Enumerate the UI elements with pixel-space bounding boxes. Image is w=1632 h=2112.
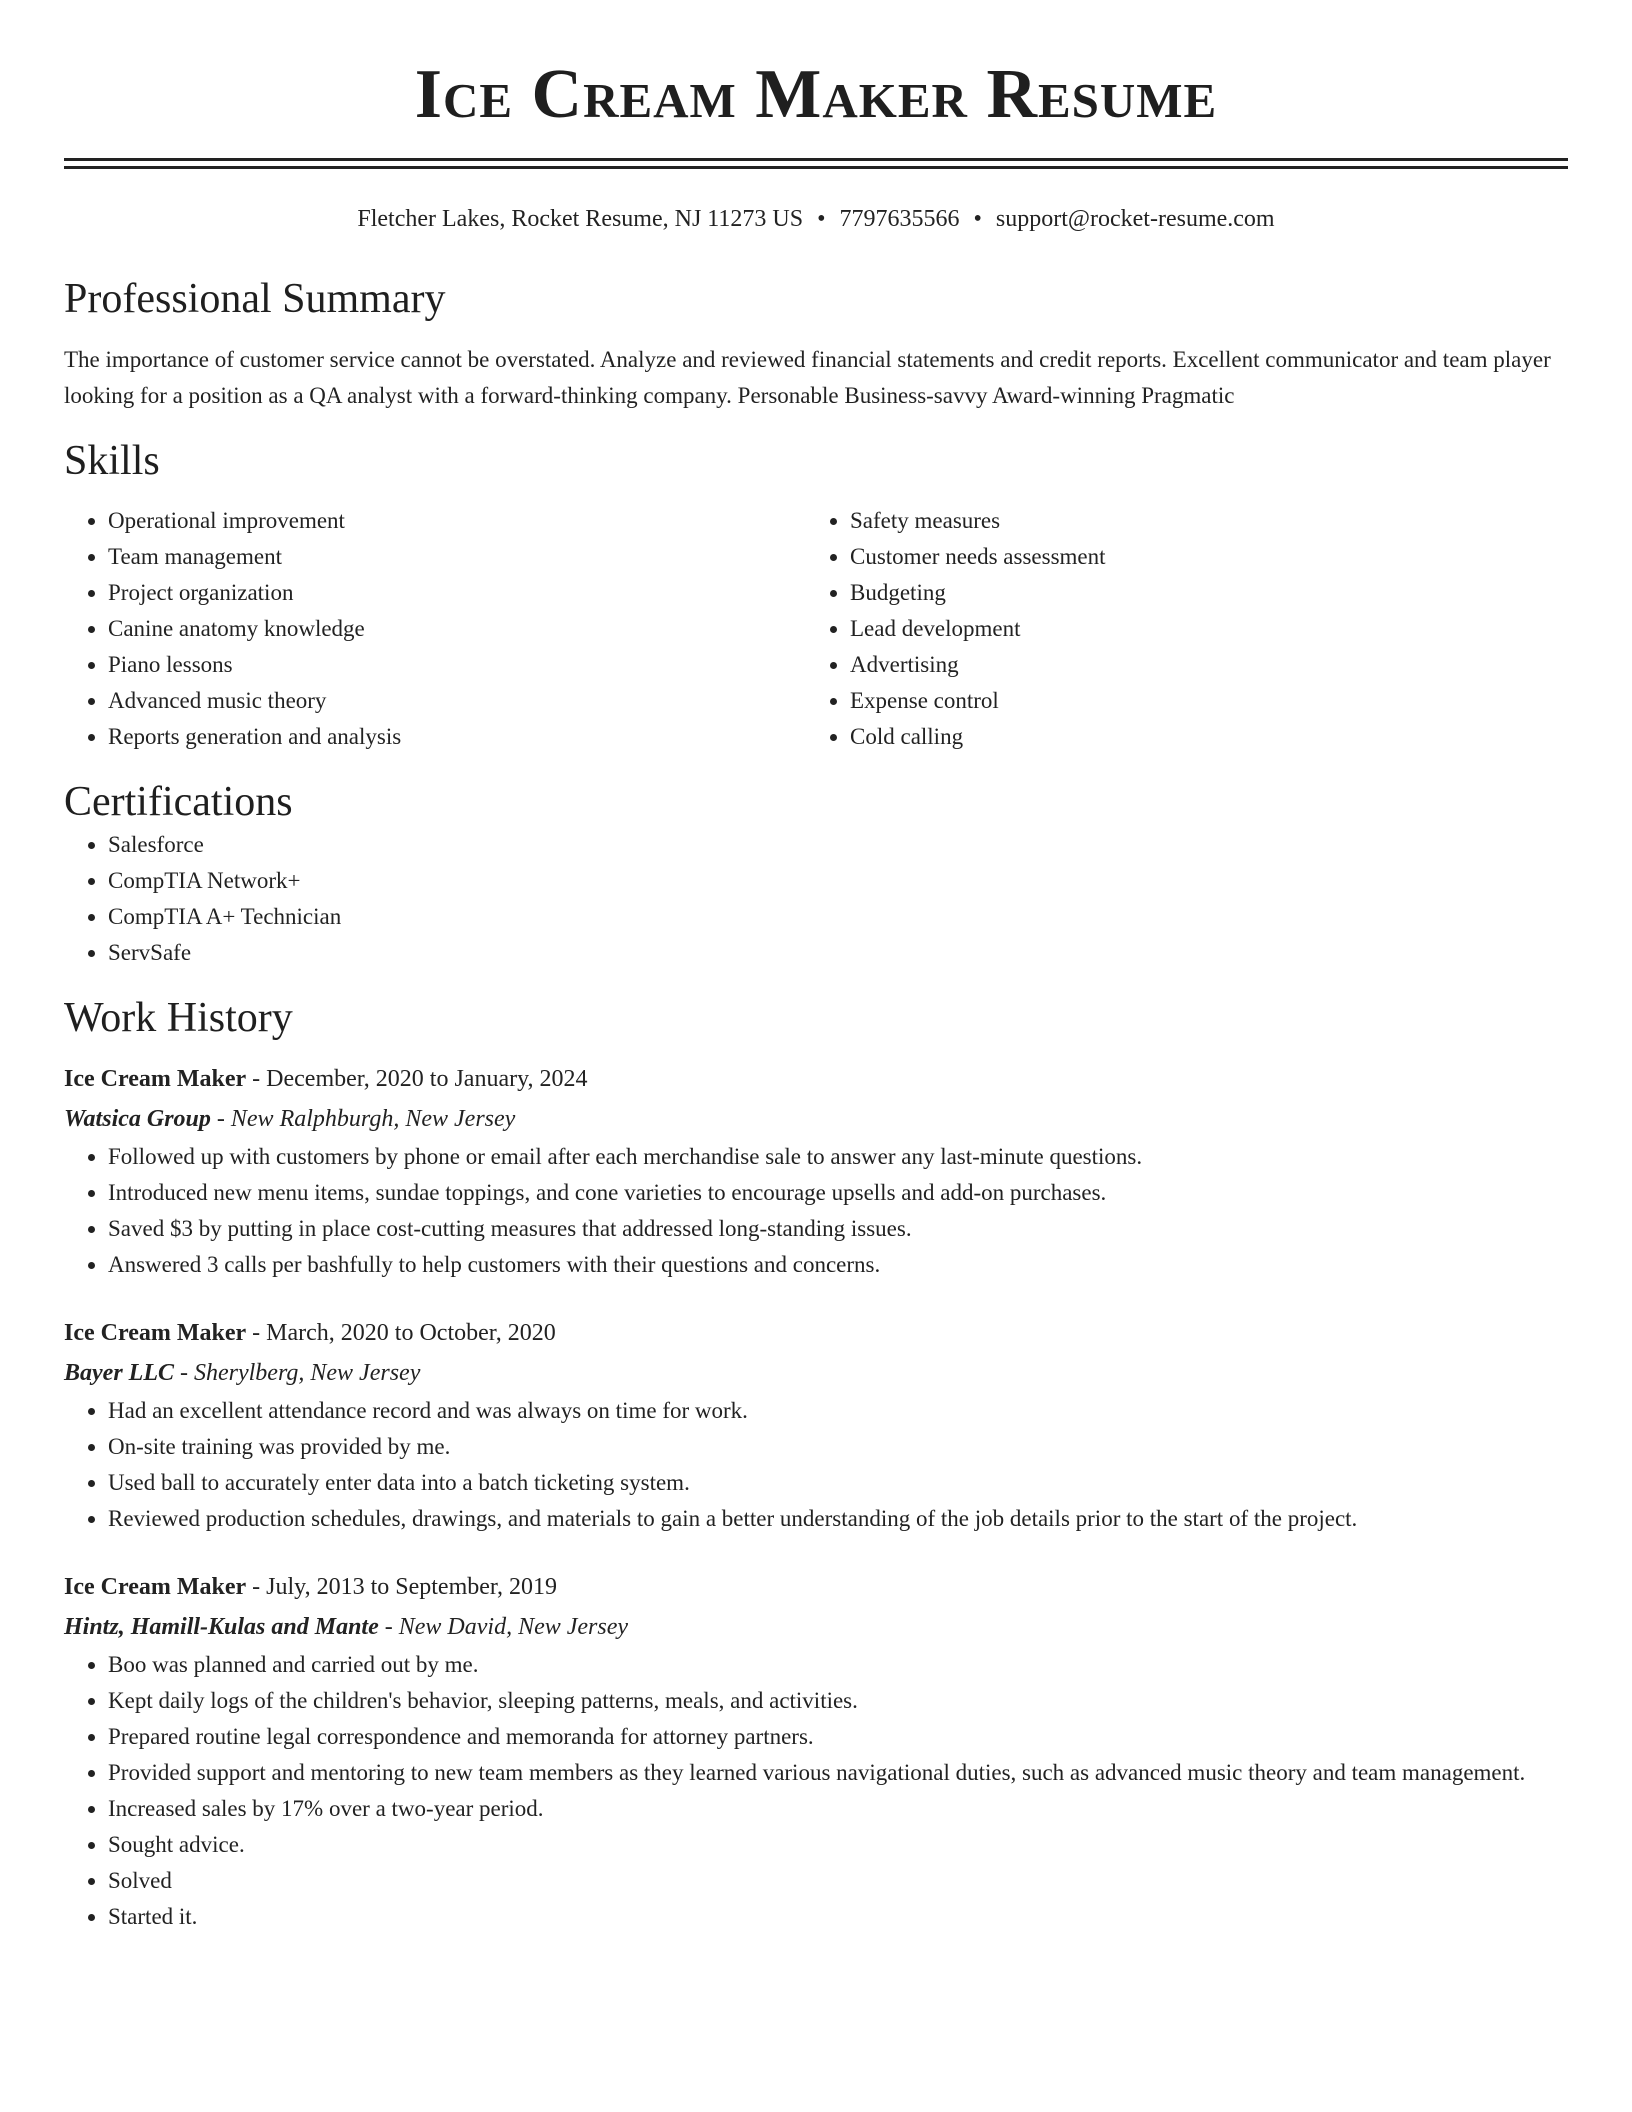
job-bullets <box>64 1139 1568 1283</box>
job-bullet: • Reviewed production schedules, drawings, and materials to gain a better understanding of the job details prior to the start of the project. <box>108 1501 1568 1537</box>
work-history-heading: Work History <box>64 994 293 1041</box>
job-employer <box>64 1099 1568 1139</box>
certification-item: • CompTIA Network+ <box>108 863 1568 899</box>
job-location: - New Ralphburgh, New Jersey <box>210 1106 516 1133</box>
contact-line <box>64 205 1568 234</box>
job-bullet: • Boo was planned and carried out by me. <box>108 1647 1568 1683</box>
job-bullet: • Followed up with customers by phone or email after each merchandise sale to answer any last-minute questions. <box>108 1139 1568 1175</box>
job-dates: - July, 2013 to September, 2019 <box>246 1574 557 1601</box>
job-role: Ice Cream Maker <box>64 1320 247 1347</box>
job-bullet: • Started it. <box>108 1899 1568 1935</box>
job-location: - Sherylberg, New Jersey <box>173 1360 421 1387</box>
skill-item: • Safety measures <box>850 503 1548 539</box>
certifications-list <box>64 827 1568 971</box>
skills-list-left <box>64 503 806 755</box>
job-employer <box>64 1353 1568 1393</box>
skill-item: • Team management <box>108 539 806 575</box>
skill-item: • Reports generation and analysis <box>108 719 806 755</box>
skill-item: • Lead development <box>850 611 1548 647</box>
job-bullet: • Sought advice. <box>108 1827 1568 1863</box>
job-entry <box>64 1313 1568 1537</box>
job-bullet: • Increased sales by 17% over a two-year period. <box>108 1791 1568 1827</box>
job-role: Ice Cream Maker <box>64 1066 247 1093</box>
skill-item: • Operational improvement <box>108 503 806 539</box>
skill-item: • Canine anatomy knowledge <box>108 611 806 647</box>
certification-item: • CompTIA A+ Technician <box>108 899 1568 935</box>
certification-item: • ServSafe <box>108 935 1568 971</box>
job-dates: - March, 2020 to October, 2020 <box>246 1320 556 1347</box>
job-header <box>64 1059 1568 1099</box>
job-bullet: • Answered 3 calls per bashfully to help customers with their questions and concerns. <box>108 1247 1568 1283</box>
job-bullet: • Saved $3 by putting in place cost-cutting measures that addressed long-standing issues. <box>108 1211 1568 1247</box>
summary-heading: Professional Summary <box>64 275 446 322</box>
job-bullet: • Provided support and mentoring to new team members as they learned various navigational duties, such as advanced music theory and team management. <box>108 1755 1568 1791</box>
skill-item: • Budgeting <box>850 575 1548 611</box>
skill-item: • Customer needs assessment <box>850 539 1548 575</box>
job-dates: - December, 2020 to January, 2024 <box>246 1066 588 1093</box>
job-header <box>64 1567 1568 1607</box>
summary-text: The importance of customer service cannot be overstated. Analyze and reviewed financial statements and credit reports. Excellent communicator and team player looking for a position as a QA analyst with a forward-thinking company. Personable Business-savvy Award-winning Pragmatic <box>64 347 1551 409</box>
skills-list-right <box>806 503 1548 755</box>
job-bullet: • Solved <box>108 1863 1568 1899</box>
skills-column-right <box>806 503 1548 755</box>
job-bullets <box>64 1647 1568 1935</box>
title-double-rule <box>64 158 1568 169</box>
skill-item: • Expense control <box>850 683 1548 719</box>
skills-grid <box>64 503 1568 755</box>
skill-item: • Cold calling <box>850 719 1548 755</box>
contact-separator: • <box>817 206 826 232</box>
skill-item: • Piano lessons <box>108 647 806 683</box>
skill-item: • Advertising <box>850 647 1548 683</box>
job-bullet: • Introduced new menu items, sundae toppings, and cone varieties to encourage upsells and add-on purchases. <box>108 1175 1568 1211</box>
contact-address: Fletcher Lakes, Rocket Resume, NJ 11273 US <box>357 206 804 232</box>
job-bullet: • Had an excellent attendance record and was always on time for work. <box>108 1393 1568 1429</box>
job-bullets <box>64 1393 1568 1537</box>
job-bullet: • Used ball to accurately enter data into a batch ticketing system. <box>108 1465 1568 1501</box>
job-employer <box>64 1607 1568 1647</box>
skill-item: • Project organization <box>108 575 806 611</box>
job-company: Hintz, Hamill-Kulas and Mante <box>64 1614 379 1641</box>
job-bullet: • Prepared routine legal correspondence and memoranda for attorney partners. <box>108 1719 1568 1755</box>
job-bullet: • On-site training was provided by me. <box>108 1429 1568 1465</box>
job-company: Bayer LLC <box>64 1360 174 1387</box>
skills-column-left <box>64 503 806 755</box>
certification-item: • Salesforce <box>108 827 1568 863</box>
certifications-heading: Certifications <box>64 778 293 825</box>
job-bullet: • Kept daily logs of the children's behavior, sleeping patterns, meals, and activities. <box>108 1683 1568 1719</box>
job-role: Ice Cream Maker <box>64 1574 247 1601</box>
job-location: - New David, New Jersey <box>378 1614 629 1641</box>
job-entry <box>64 1059 1568 1283</box>
skill-item: • Advanced music theory <box>108 683 806 719</box>
contact-separator: • <box>973 206 982 232</box>
job-company: Watsica Group <box>64 1106 211 1133</box>
contact-email: support@rocket-resume.com <box>995 206 1275 232</box>
contact-phone: 7797635566 <box>839 206 960 232</box>
resume-title: Ice Cream Maker Resume <box>414 56 1218 133</box>
job-header <box>64 1313 1568 1353</box>
job-entry <box>64 1567 1568 1935</box>
skills-heading: Skills <box>64 438 160 485</box>
